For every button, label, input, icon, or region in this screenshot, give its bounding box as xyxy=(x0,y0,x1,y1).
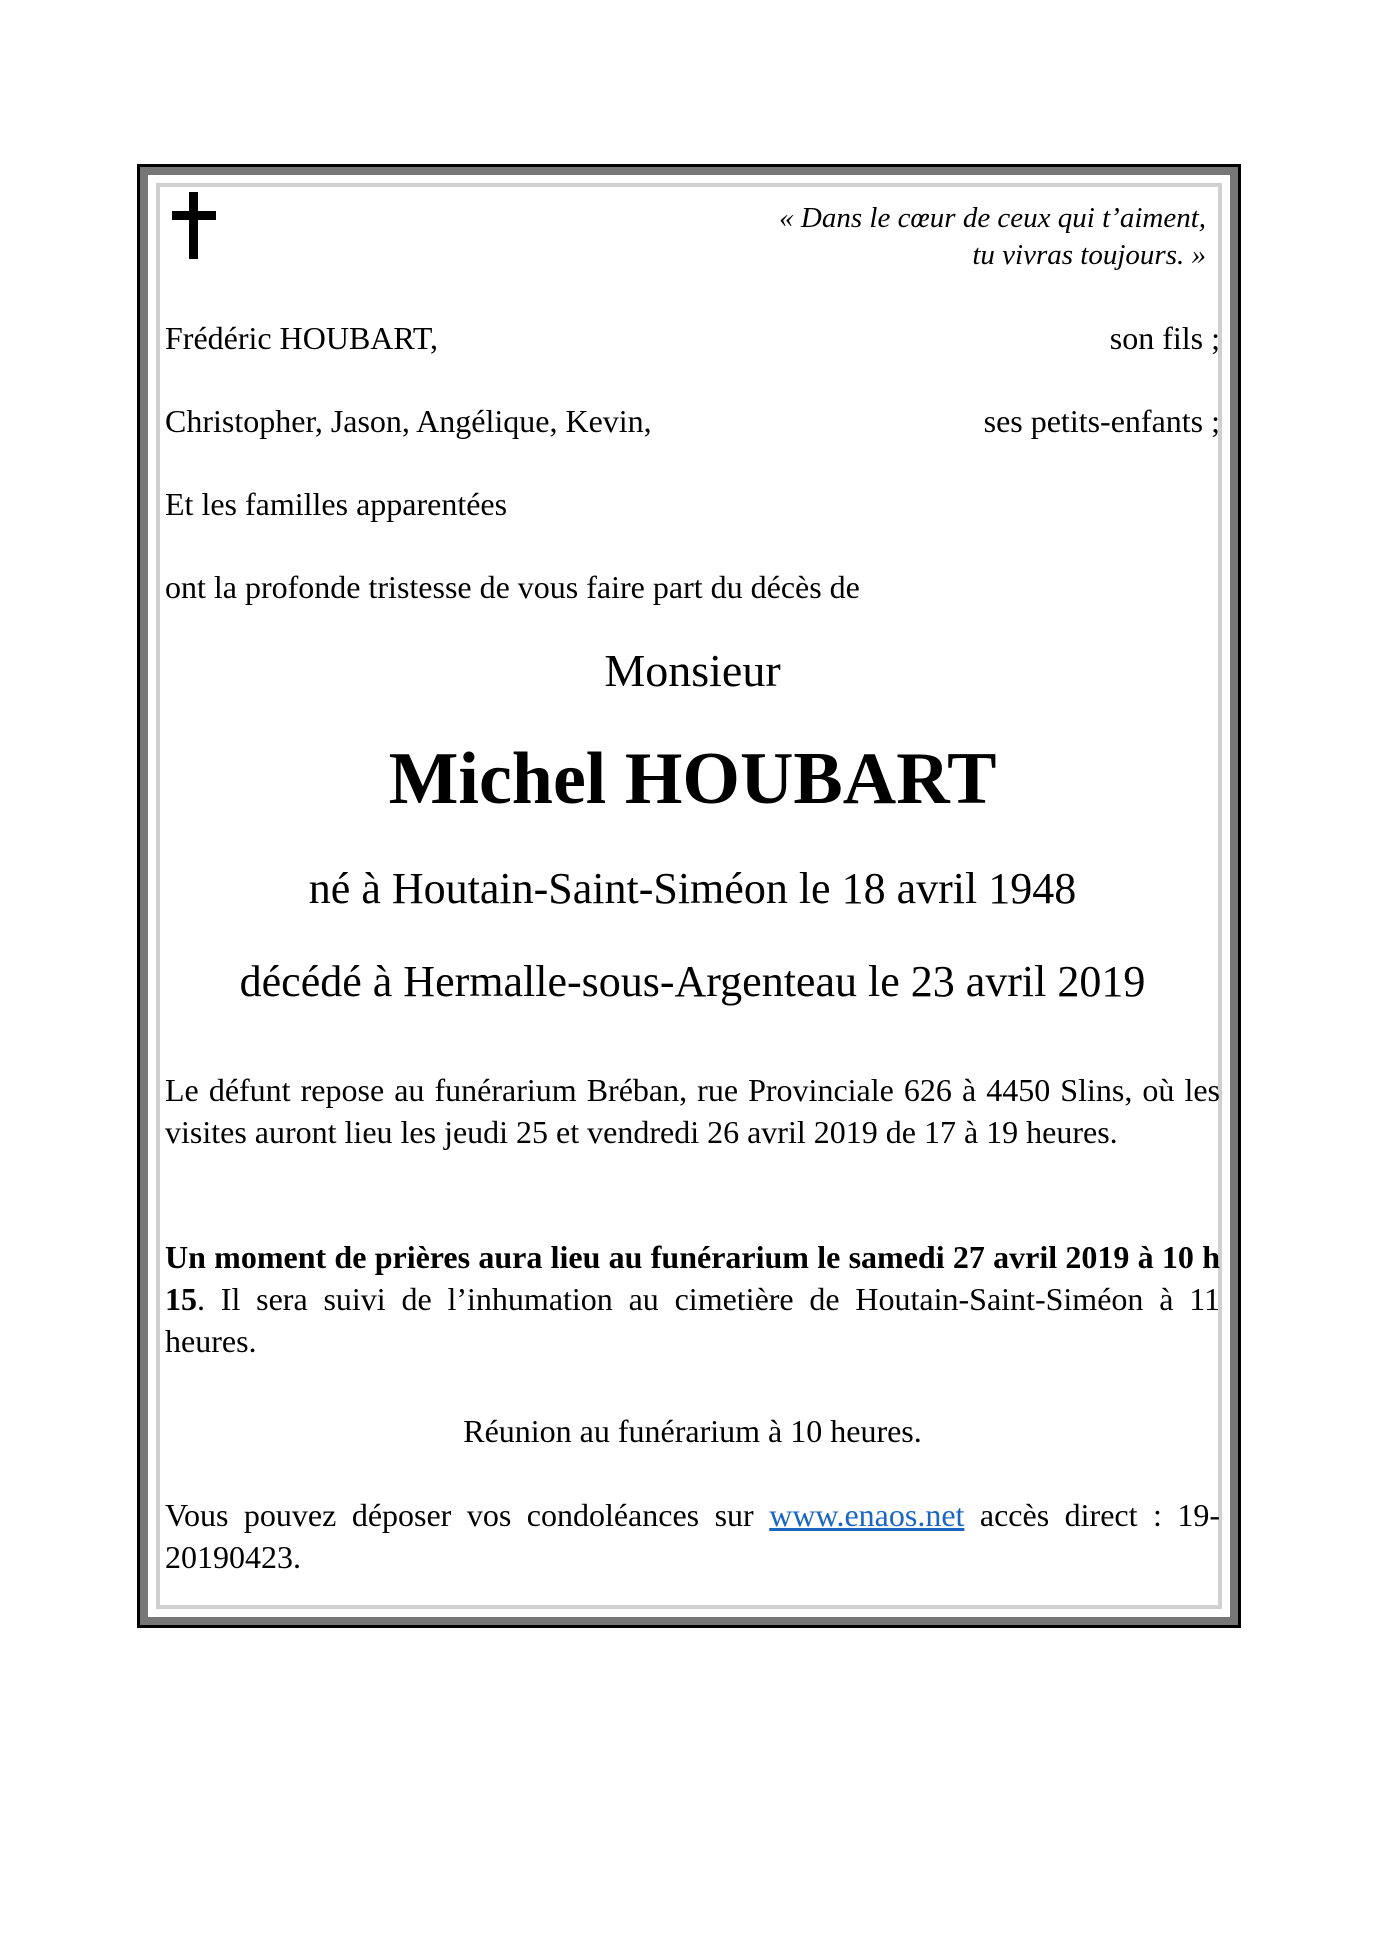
cross-horizontal-bar xyxy=(172,211,216,220)
family-names: Christopher, Jason, Angélique, Kevin, xyxy=(165,403,652,439)
families-line: Et les familles apparentées xyxy=(165,486,508,522)
deceased-title: Monsieur xyxy=(604,645,781,696)
death-line: décédé à Hermalle-sous-Argenteau le 23 avril 2019 xyxy=(239,957,1146,1006)
ceremony-rest-text: . Il sera suivi de l’inhumation au cimetière de Houtain-Saint-Siméon à 11 heures. xyxy=(165,1281,1220,1359)
enaos-link[interactable]: www.enaos.net xyxy=(769,1497,965,1533)
quote-line-2: tu vivras toujours. » xyxy=(972,239,1206,271)
epigraph-quote xyxy=(779,200,1206,274)
reunion-line: Réunion au funérarium à 10 heures. xyxy=(463,1413,922,1449)
family-row-grandchildren xyxy=(165,401,1220,441)
condolences-paragraph xyxy=(165,1494,1220,1578)
family-row-son xyxy=(165,318,1220,358)
condolences-after: accès direct : 19-20190423. xyxy=(165,1497,1221,1575)
deceased-name: Michel HOUBART xyxy=(388,738,997,820)
cross-vertical-bar xyxy=(189,192,198,259)
latin-cross-icon xyxy=(172,192,216,259)
condolences-before: Vous pouvez déposer vos condoléances sur xyxy=(165,1497,770,1533)
family-relation: ses petits-enfants ; xyxy=(983,403,1220,439)
visitation-paragraph: Le défunt repose au funérarium Bréban, rue Provinciale 626 à 4450 Slins, où les visites auront lieu les jeudi 25 et vendredi 26 avril 2019 de 17 à 19 heures. xyxy=(165,1072,1220,1150)
ceremony-paragraph xyxy=(165,1236,1220,1362)
family-names: Frédéric HOUBART, xyxy=(165,320,438,356)
birth-line: né à Houtain-Saint-Siméon le 18 avril 1948 xyxy=(308,864,1077,913)
quote-line-1: « Dans le cœur de ceux qui t’aiment, xyxy=(779,202,1206,234)
family-relation: son fils ; xyxy=(1109,320,1220,356)
ceremony-bold-text: Un moment de prières aura lieu au funérarium le samedi 27 avril 2019 à 10 h 15 xyxy=(165,1239,1220,1317)
announcement-line: ont la profonde tristesse de vous faire part du décès de xyxy=(165,569,860,605)
